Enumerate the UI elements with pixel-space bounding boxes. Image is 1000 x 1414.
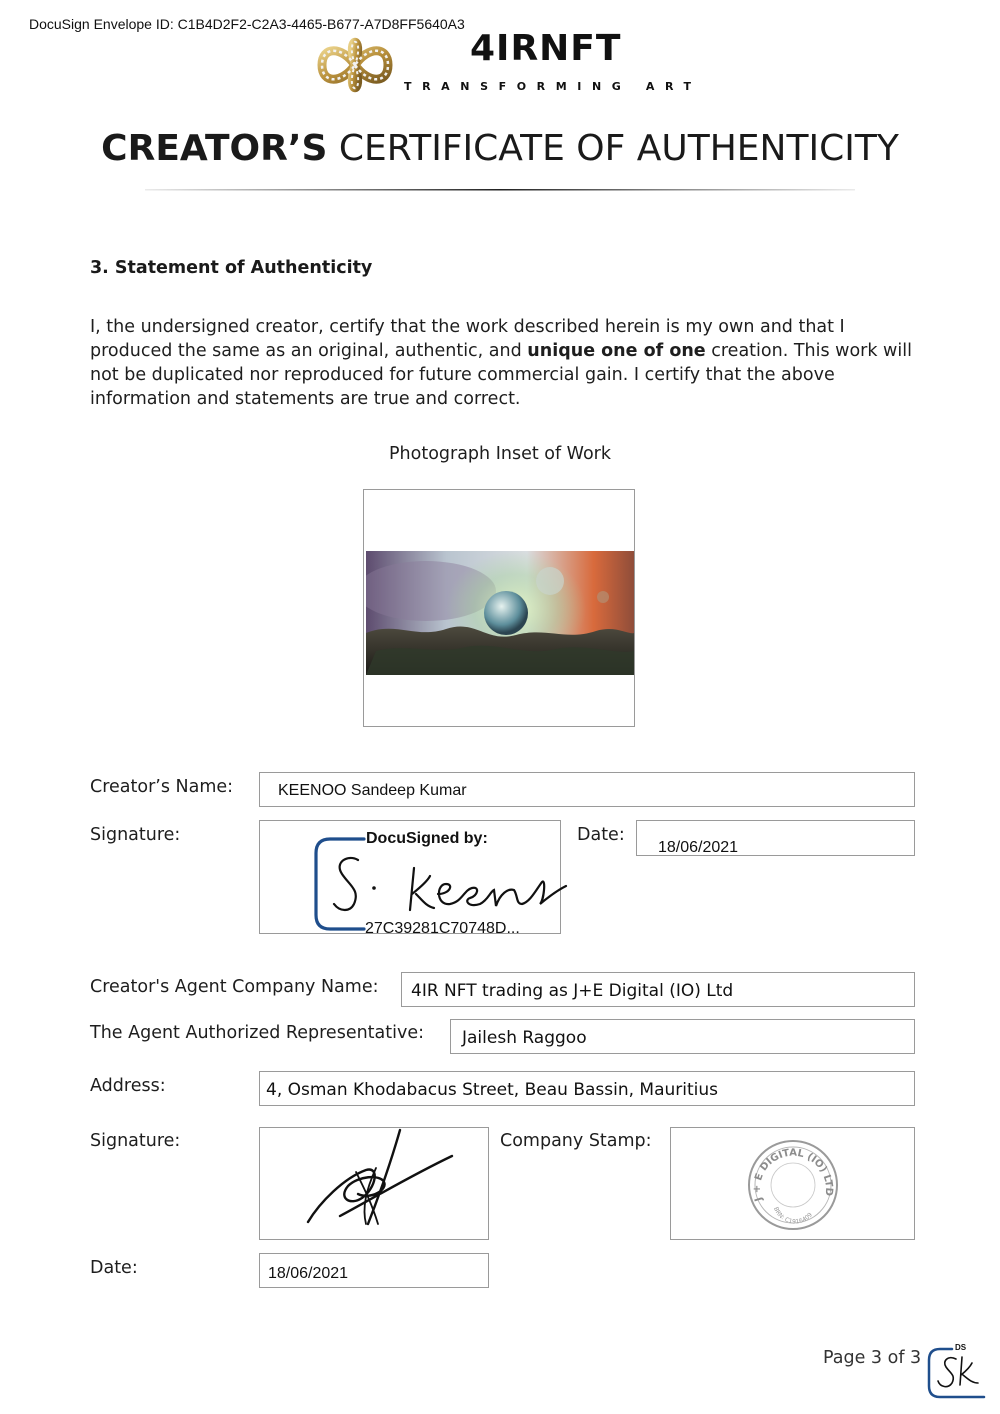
creator-name-field — [259, 772, 915, 807]
creator-name-label: Creator’s Name: — [90, 777, 234, 797]
creator-handwritten-signature — [330, 850, 570, 920]
creator-date-value: 18/06/2021 — [658, 839, 739, 856]
statement-text-bold: unique one of one — [527, 341, 706, 361]
initials-stamp-icon — [926, 1345, 988, 1401]
brand-name: 4IRNFT — [470, 28, 622, 69]
agent-date-value: 18/06/2021 — [268, 1265, 349, 1282]
svg-text:J + E DIGITAL (IO) LTD — [752, 1148, 834, 1204]
address-label: Address: — [90, 1076, 166, 1096]
docusign-id: 27C39281C70748D... — [365, 920, 520, 937]
agent-representative-field — [450, 1019, 915, 1054]
agent-representative-value: Jailesh Raggoo — [462, 1028, 587, 1048]
agent-date-field — [259, 1253, 489, 1288]
agent-signature-label: Signature: — [90, 1131, 181, 1151]
initials-tag: DS — [955, 1343, 967, 1352]
company-stamp-label: Company Stamp: — [500, 1131, 652, 1151]
agent-company-label: Creator's Agent Company Name: — [90, 977, 379, 997]
creator-date-field — [636, 820, 915, 856]
creator-signature-label: Signature: — [90, 825, 181, 845]
agent-date-label: Date: — [90, 1258, 138, 1278]
agent-representative-label: The Agent Authorized Representative: — [90, 1023, 425, 1043]
address-value: 4, Osman Khodabacus Street, Beau Bassin, Mauritius — [266, 1080, 719, 1100]
brand-tagline: TRANSFORMING ART — [404, 80, 702, 93]
docusign-envelope-id: DocuSign Envelope ID: C1B4D2F2-C2A3-4465-B677-A7D8FF5640A3 — [29, 16, 465, 32]
address-field — [259, 1071, 915, 1106]
title-bold: CREATOR’S — [101, 128, 328, 169]
agent-company-value: 4IR NFT trading as J+E Digital (IO) Ltd — [411, 981, 734, 1001]
stamp-text: J + E DIGITAL (IO) LTD — [751, 1147, 835, 1203]
statement-text-after: creation. This work will not be duplicated nor reproduced for future commercial gain. I certify that the above information and statements are true and correct. — [90, 341, 912, 409]
section-heading: 3. Statement of Authenticity — [90, 258, 373, 278]
docusign-header: DocuSigned by: — [366, 830, 488, 847]
creator-date-label: Date: — [577, 825, 625, 845]
statement-paragraph — [90, 315, 920, 411]
company-stamp-seal — [744, 1138, 842, 1232]
artwork-photo — [366, 551, 634, 675]
inset-caption: Photograph Inset of Work — [388, 444, 611, 464]
page-title — [0, 128, 1000, 169]
title-regular: CERTIFICATE OF AUTHENTICITY — [338, 128, 899, 169]
svg-text:BRN: C1916409 — [772, 1206, 814, 1225]
title-underline — [145, 188, 855, 192]
page-number: Page 3 of 3 — [823, 1348, 922, 1368]
infinity-knot-logo-icon — [314, 28, 396, 102]
statement-text-before: I, the undersigned creator, certify that the work described herein is my own and that I produced the same as an original, authentic, and — [90, 317, 845, 361]
creator-name-value: KEENOO Sandeep Kumar — [278, 782, 467, 799]
agent-handwritten-signature — [300, 1128, 460, 1232]
agent-company-field — [401, 972, 915, 1007]
stamp-brn: BRN: C1916409 — [772, 1206, 814, 1226]
